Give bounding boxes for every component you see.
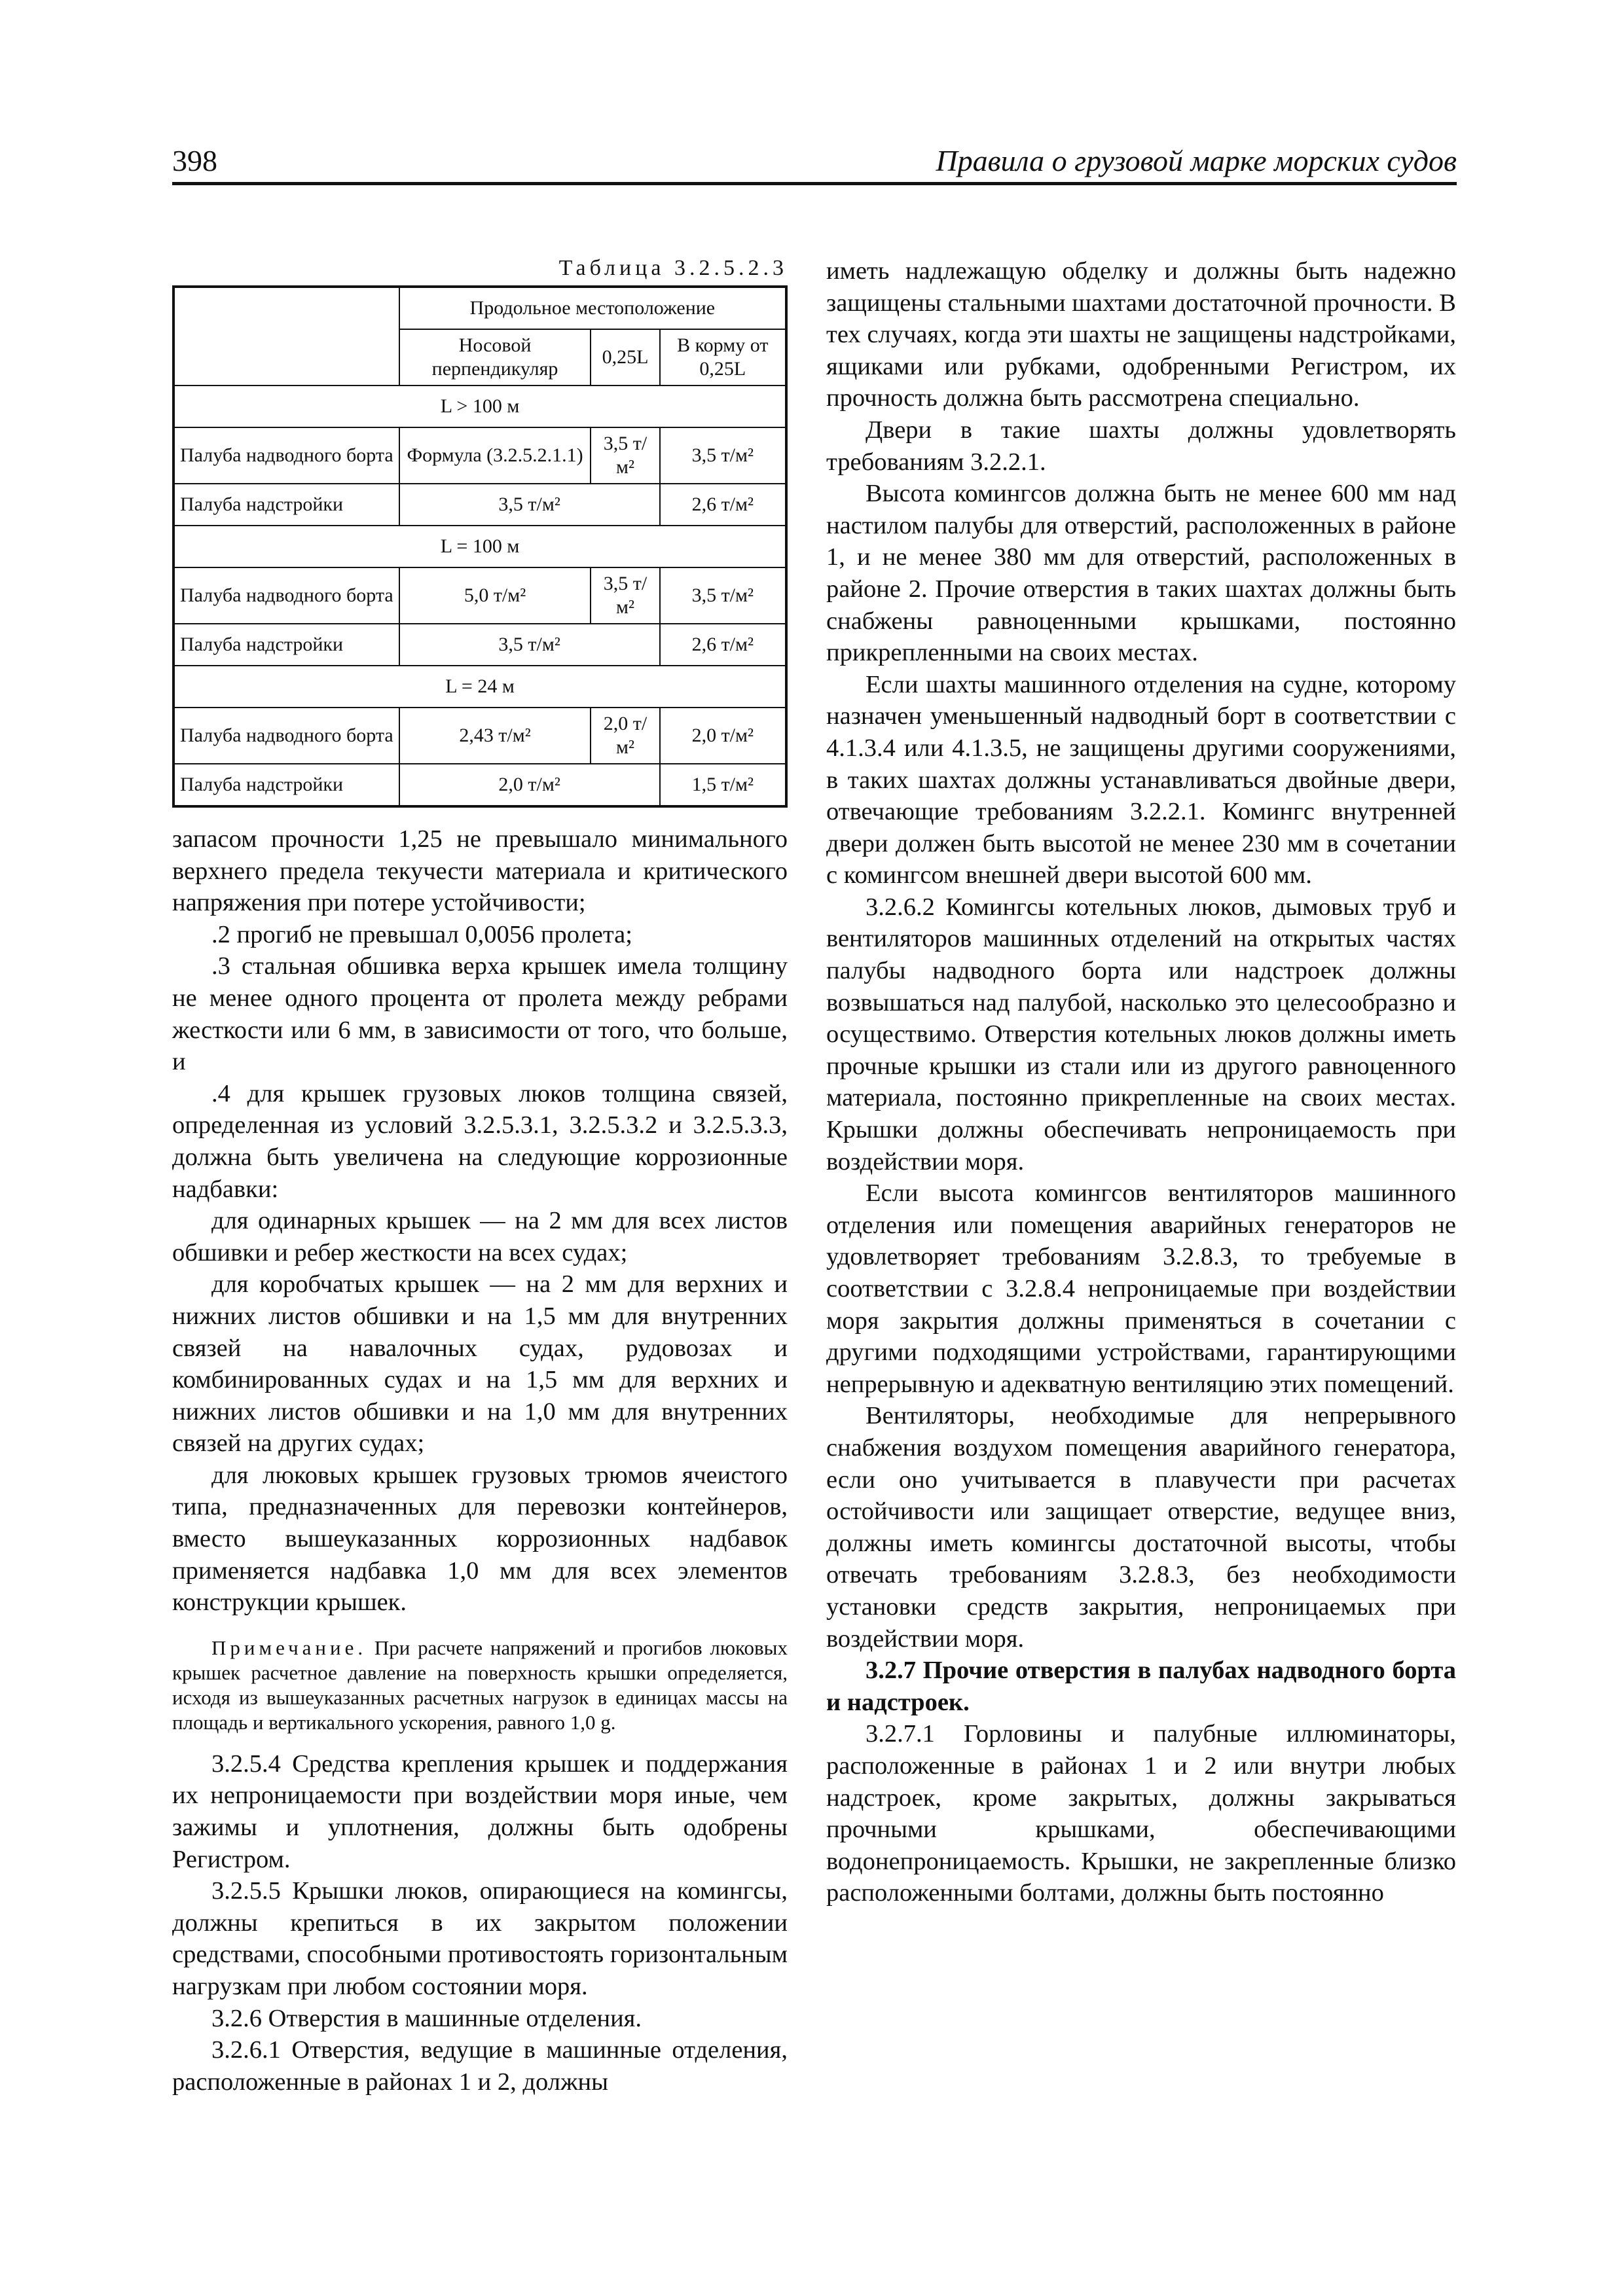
- table-cell: 3,5 т/м²: [399, 484, 660, 526]
- paragraph: иметь надлежащую обделку и должны быть надежно защищены стальными шахтами достаточной прочности. В тех случаях, когда эти шахты не защищены надстройками, ящиками или рубками, одобренными Регистром, их прочность должна быть рассмотрена специально.: [826, 257, 1456, 412]
- table-cell: Формула (3.2.5.2.1.1): [399, 427, 591, 484]
- paragraph: 3.2.6.1 Отверстия, ведущие в машинные отделения, расположенные в районах 1 и 2, должны: [172, 2036, 788, 2096]
- paragraph: Если высота комингсов вентиляторов машинного отделения или помещения аварийных генераторов не удовлетворяет требованиям 3.2.8.3, то требуемые в соответствии с 3.2.8.4 непроницаемые при воздействии моря закрытия должны применяться в сочетании с другими подходящими устройствами, гарантирующими непрерывную и адекватную вентиляцию этих помещений.: [826, 1179, 1456, 1398]
- note-text: При расчете напряжений и прогибов люковых крышек расчетное давление на поверхность крышки определяется, исходя из вышеуказанных расчетных нагрузок в единицах массы на площадь и вертикального ускорения, равного 1,0 g.: [172, 1636, 788, 1734]
- table-cell: 2,6 т/м²: [660, 624, 786, 666]
- table-group-header: Продольное местоположение: [399, 287, 786, 329]
- table-cell: 2,0 т/м²: [660, 708, 786, 764]
- table-cell: 2,0 т/м²: [399, 764, 660, 806]
- table-cell: 3,5 т/м²: [660, 567, 786, 624]
- paragraph: .3 стальная обшивка верха крышек имела толщину не менее одного процента от пролета между ребрами жесткости или 6 мм, в зависимости от того, что больше, и: [172, 952, 788, 1076]
- note: [172, 1636, 788, 1735]
- table-row-label: Палуба надводного борта: [173, 708, 399, 764]
- paragraph: для одинарных крышек — на 2 мм для всех листов обшивки и ребер жесткости на всех судах;: [172, 1207, 788, 1266]
- table-cell: 1,5 т/м²: [660, 764, 786, 806]
- page-header: [172, 145, 1457, 185]
- paragraph: .2 прогиб не превышал 0,0056 пролета;: [211, 920, 632, 948]
- running-title: Правила о грузовой марке морских судов: [936, 144, 1457, 177]
- table-col-header: Носовой перпендикуляр: [399, 329, 591, 386]
- paragraph: Если шахты машинного отделения на судне, которому назначен уменьшенный надводный борт в соответствии с 4.1.3.4 или 4.1.3.5, не защищены другими сооружениями, в таких шахтах должны устанавливаться двойные двери, отвечающие требованиям 3.2.2.1. Комингс внутренней двери должен быть высотой не менее 230 мм в сочетании с комингсом внешней двери высотой 600 мм.: [826, 670, 1456, 889]
- table-row-label: Палуба надводного борта: [173, 567, 399, 624]
- table-cell: 3,5 т/м²: [660, 427, 786, 484]
- table-row-label: Палуба надводного борта: [173, 427, 399, 484]
- table-cell: 2,43 т/м²: [399, 708, 591, 764]
- paragraph: Двери в такие шахты должны удовлетворять требованиям 3.2.2.1.: [826, 416, 1456, 476]
- table-cell: 2,0 т/м²: [591, 708, 659, 764]
- section-heading: 3.2.7 Прочие отверстия в палубах надводного борта и надстроек.: [826, 1657, 1456, 1716]
- page-number: 398: [172, 144, 217, 177]
- paragraph: 3.2.6.2 Комингсы котельных люков, дымовых труб и вентиляторов машинных отделений на открытых частях палубы надводного борта или надстроек должны возвышаться над палубой, насколько это целесообразно и осуществимо. Отверстия котельных люков должны иметь прочные крышки из стали или из другого равноценного материала, постоянно прикрепленные на своих местах. Крышки должны обеспечивать непроницаемость при воздействии моря.: [826, 893, 1456, 1175]
- paragraph: для коробчатых крышек — на 2 мм для верхних и нижних листов обшивки и на 1,5 мм для внутренних связей на навалочных судах, рудовозах и комбинированных судах и на 1,5 мм для верхних и нижних листов обшивки и на 1,0 мм для внутренних связей на других судах;: [172, 1270, 788, 1458]
- table-col-header: В корму от 0,25L: [660, 329, 786, 386]
- load-table: [172, 285, 788, 808]
- table-section-title: L > 100 м: [173, 386, 786, 427]
- paragraph: Высота комингсов должна быть не менее 600 мм над настилом палубы для отверстий, расположенных в районе 1, и не менее 380 мм для отверстий, расположенных в районе 2. Прочие отверстия в таких шахтах должны быть снабжены равноценными крышками, постоянно прикрепленными на своих местах.: [826, 480, 1456, 667]
- paragraph: Вентиляторы, необходимые для непрерывного снабжения воздухом помещения аварийного генератора, если оно учитывается в плавучести при расчетах остойчивости или защищает отверстие, ведущее вниз, должны иметь комингсы достаточной высоты, чтобы отвечать требованиям 3.2.8.3, без необходимости установки средств закрытия, непроницаемых при воздействии моря.: [826, 1402, 1456, 1653]
- table-row-label: Палуба надстройки: [173, 484, 399, 526]
- section-heading: 3.2.6 Отверстия в машинные отделения.: [211, 2004, 642, 2032]
- table-section-title: L = 24 м: [173, 666, 786, 708]
- table-cell: 3,5 т/м²: [399, 624, 660, 666]
- table-corner: [173, 287, 399, 386]
- table-row-label: Палуба надстройки: [173, 624, 399, 666]
- right-column: [826, 255, 1456, 1909]
- note-label: Примечание.: [211, 1636, 367, 1659]
- table-section-title: L = 100 м: [173, 526, 786, 567]
- table-col-header: 0,25L: [591, 329, 659, 386]
- paragraph: для люковых крышек грузовых трюмов ячеистого типа, предназначенных для перевозки контейнеров, вместо вышеуказанных коррозионных надбавок применяется надбавка 1,0 мм для всех элементов конструкции крышек.: [172, 1461, 788, 1617]
- paragraph: 3.2.5.5 Крышки люков, опирающиеся на комингсы, должны крепиться в их закрытом положении средствами, способными противостоять горизонтальным нагрузкам при любом состоянии моря.: [172, 1877, 788, 2000]
- paragraph: 3.2.7.1 Горловины и палубные иллюминаторы, расположенные в районах 1 и 2 или внутри любых надстроек, кроме закрытых, должны закрываться прочными крышками, обеспечивающими водонепроницаемость. Крышки, не закрепленные близко расположенными болтами, должны быть постоянно: [826, 1720, 1456, 1907]
- table-cell: 2,6 т/м²: [660, 484, 786, 526]
- table-row-label: Палуба надстройки: [173, 764, 399, 806]
- table-cell: 3,5 т/м²: [591, 427, 659, 484]
- paragraph: .4 для крышек грузовых люков толщина связей, определенная из условий 3.2.5.3.1, 3.2.5.3.2 и 3.2.5.3.3, должна быть увеличена на следующие коррозионные надбавки:: [172, 1079, 788, 1203]
- paragraph: 3.2.5.4 Средства крепления крышек и поддержания их непроницаемости при воздействии моря иные, чем зажимы и уплотнения, должны быть одобрены Регистром.: [172, 1749, 788, 1873]
- left-column: [172, 255, 788, 2098]
- table-caption: Таблица 3.2.5.2.3: [558, 256, 788, 280]
- table-cell: 3,5 т/м²: [591, 567, 659, 624]
- table-cell: 5,0 т/м²: [399, 567, 591, 624]
- paragraph: запасом прочности 1,25 не превышало минимального верхнего предела текучести материала и критического напряжения при потере устойчивости;: [172, 825, 788, 917]
